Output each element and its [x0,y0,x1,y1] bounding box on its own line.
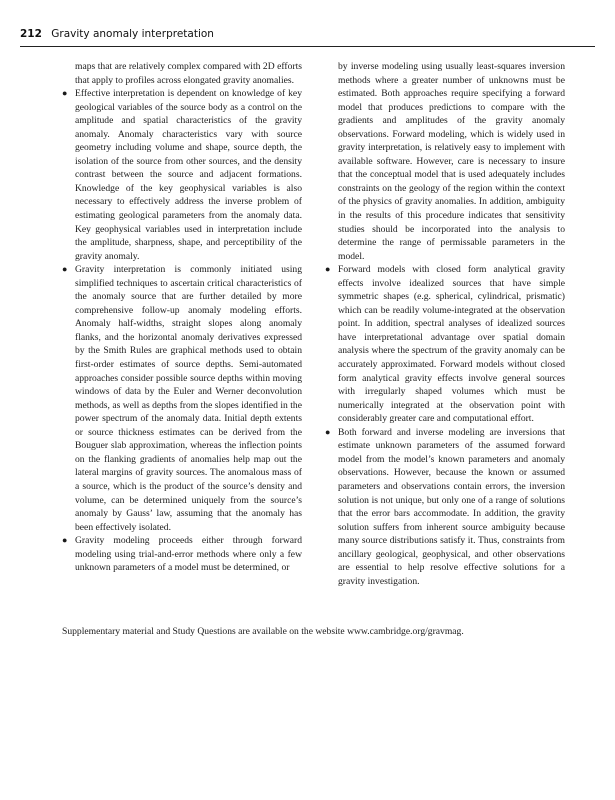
bullet-icon: ● [325,426,331,437]
running-header [20,28,590,46]
bullet-icon: ● [62,535,68,546]
header-rule [20,46,595,47]
bullet-text: Effective interpretation is dependent on knowledge of key geological variables of the source body as a control on the amplitude and spatial characteristics of the gravity anomaly. Anomaly characteristics vary with source geometry including volume and shape, source depth, the isolation of the source from other sources, and the density contrast between the source and adjacent formations. Knowledge of the key geophysical variables is also necessary to effectively address the inverse problem of estimating geological parameters from the anomaly data. Key geophysical variables used in interpretation include the amplitude, sharpness, shape, and perceptibility of the gravity anomaly. [75,88,302,262]
left-column [62,60,302,575]
bullet-icon: ● [62,264,68,275]
bullet-item [62,263,302,534]
supplementary-note: Supplementary material and Study Questions are available on the website www.cambridge.org/gravmag. [62,626,464,637]
bullet-icon: ● [62,88,68,99]
paragraph-continuation: by inverse modeling using usually least-squares inversion methods where a greater number of unknowns must be estimated. Both approaches require specifying a forward model that produces predictions to compare with the gradients and amplitudes of the gravity anomaly observations. Forward modeling, which is widely used in gravity interpretation, is relatively easy to implement with available software. However, care is necessary to insure that the conceptual model that is used adequately includes constraints on the geology of the region within the context of the physics of gravity anomalies. In addition, ambiguity in the results of this procedure indicates that sensitivity studies should be incorporated into the analysis to determine the range of permissable parameters in the model. [338,61,565,262]
bullet-item [62,87,302,263]
bullet-text: Both forward and inverse modeling are inversions that estimate unknown parameters of the assumed forward model from the model’s known parameters and anomaly observations. However, because the known or assumed parameters and observations contain errors, the inversion solution is not unique, but only one of a range of solutions that the error bars accommodate. In addition, the gravity solution suffers from inherent source ambiguity because many source distributions satisfy it. Thus, constraints from ancillary geological, geophysical, and other observations are essential to help resolve effective solutions for a gravity investigation. [338,426,565,587]
bullet-item [325,263,565,426]
bullet-text: Gravity modeling proceeds either through forward modeling using trial-and-error methods where only a few unknown parameters of a model must be determined, or [75,535,302,574]
running-title: Gravity anomaly interpretation [51,28,214,40]
bullet-icon: ● [325,264,331,275]
bullet-text: Forward models with closed form analytical gravity effects involve idealized sources that have simple symmetric shapes (e.g. spherical, cylindrical, prismatic) which can be readily volume-integrated at the observation point. In addition, spectral analyses of idealized sources have interpretational advantage over spatial domain analysis where the spectrum of the gravity anomaly can be accurately approximated. Forward models without closed form analytical gravity effects involve general sources with irregularly shaped volumes which must be numerically integrated at the observation point with considerably greater care and computational effort. [338,264,565,425]
right-column [325,60,565,588]
paragraph-continuation: maps that are relatively complex compared with 2D efforts that apply to profiles across elongated gravity anomalies. [75,61,302,86]
bullet-item [62,534,302,575]
bullet-text: Gravity interpretation is commonly initiated using simplified techniques to ascertain critical characteristics of the anomaly source that are further detailed by more comprehensive follow-up anomaly modeling efforts. Anomaly half-widths, straight slopes along anomaly flanks, and the horizontal anomaly derivatives expressed by the Smith Rules are graphical methods used to obtain first-order estimates of source depths. Semi-automated approaches consider possible source depths within moving windows of data by the Euler and Werner deconvolution methods, as well as depths from the slopes identified in the power spectrum of the anomaly data. Initial depth extents or source thickness estimates can be derived from the Bouguer slab approximation, whereas the inflection points on the flanking gradients of anomalies help map out the lateral margins of gravity sources. The anomalous mass of a source, which is the product of the source’s density and volume, can be determined uniquely from the source’s anomaly by Gauss’ law, assuming that the anomaly has been effectively isolated. [75,264,302,533]
page-number: 212 [20,28,42,40]
bullet-item [325,426,565,589]
